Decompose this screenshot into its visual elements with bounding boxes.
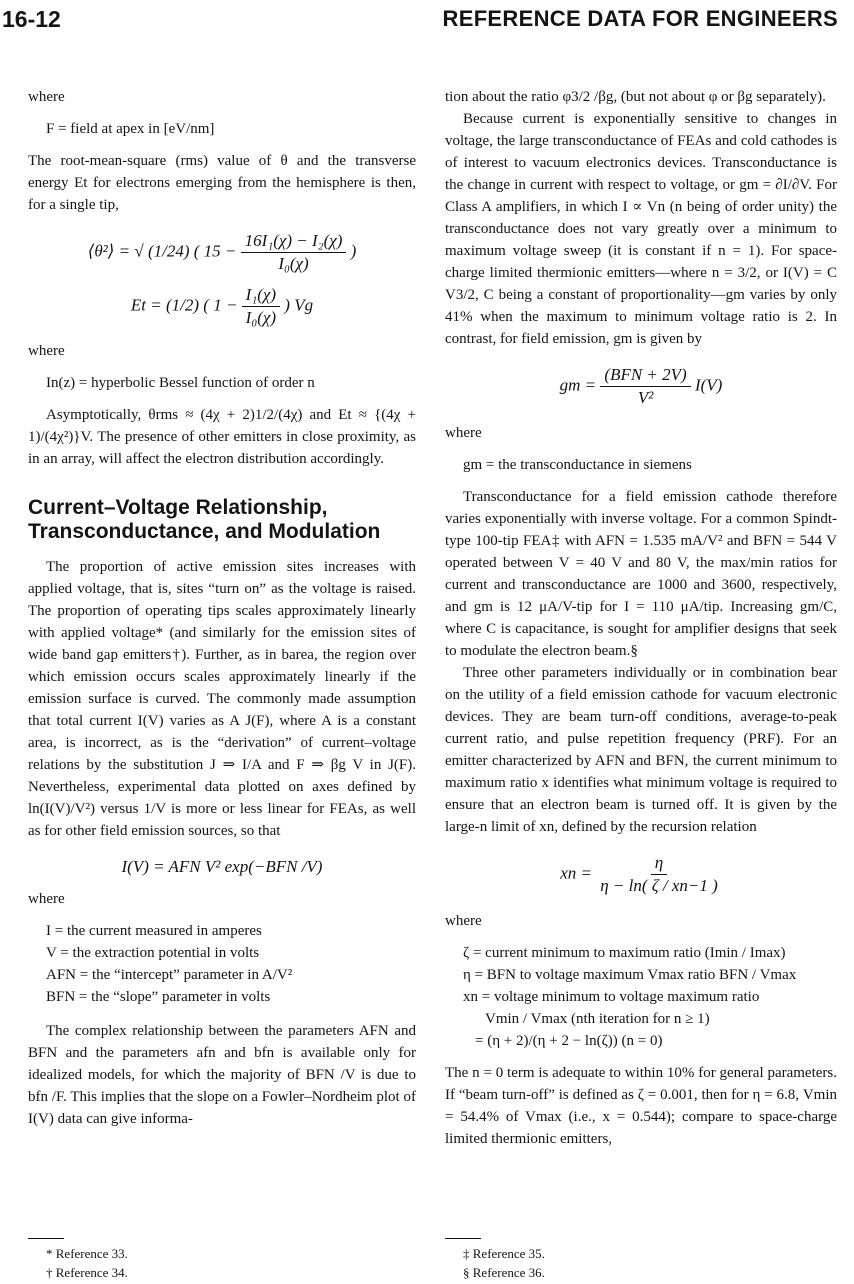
where-label: where xyxy=(445,425,482,441)
equation-Et-fraction xyxy=(242,284,280,329)
equation-theta-denominator: I₀(χ) xyxy=(278,254,309,273)
section-heading: Current–Voltage Relationship, Transconductance, and Modulation xyxy=(28,496,381,543)
equation-xn-denominator: η − ln( ζ / xn−1 ) xyxy=(600,876,718,895)
right-column xyxy=(445,86,837,1150)
definition-item: AFN = the “intercept” parameter in A/V² xyxy=(46,967,293,983)
equation-gm-denominator: V² xyxy=(637,388,654,407)
equation-gm-tail: I(V) xyxy=(694,375,723,395)
equation-Et-lhs: Et = (1/2) ( 1 − xyxy=(130,295,238,315)
definition-item: ζ = current minimum to maximum ratio (Imin / Imax) xyxy=(463,945,786,961)
equation-xn-numerator: η xyxy=(651,852,667,875)
equation-Et-tail: ) Vg xyxy=(284,295,314,315)
definition-item: I = the current measured in amperes xyxy=(46,923,262,939)
footnote: § Reference 36. xyxy=(463,1265,545,1280)
footnote: * Reference 33. xyxy=(46,1246,128,1261)
equation-gm xyxy=(445,364,837,414)
footnote-rule xyxy=(28,1238,64,1239)
equation-theta-pre: √ (1/24) ( 15 − xyxy=(134,241,237,261)
equation-theta-numerator: 16I₁(χ) − I₂(χ) xyxy=(241,230,347,253)
left-column xyxy=(28,86,416,1130)
where-label: where xyxy=(28,891,65,907)
definition-gm: gm = the transconductance in siemens xyxy=(463,457,692,473)
running-head: REFERENCE DATA FOR ENGINEERS xyxy=(442,6,838,31)
paragraph-complex: The complex relationship between the parameters AFN and BFN and the parameters afn and bfn is available only for idealized models, for which the majority of BFN /V is due to bfn /F. This implies that the slope on a Fowler–Nordheim plot of I(V) data can give informa- xyxy=(28,1023,416,1127)
paragraph-asymptotic: Asymptotically, θrms ≈ (4χ + 2)1/2/(4χ) and Et ≈ {(4χ + 1)/(4χ²)}V. The presence of other emitters in close proximity, as in an array, will affect the electron distribution accordingly. xyxy=(28,407,416,467)
definition-item: BFN = the “slope” parameter in volts xyxy=(46,989,271,1005)
paragraph-spindt: Transconductance for a field emission cathode therefore varies exponentially with inverse voltage. For a common Spindt-type 100-tip FEA‡ with AFN = 1.535 mA/V² and BFN = 544 V operated between V = 40 V and 80 V, the max/min ratios for current and transconductance are 1000 and 3600, respectively, and gm is 12 μA/V-tip for I = 110 μA/tip. Increasing gm/C, where C is capacitance, is sought for amplifier designs that seek to modulate the electron beam.§ xyxy=(445,489,837,659)
equation-xn-lhs: xn = xyxy=(560,863,592,883)
equation-xn-fraction xyxy=(596,852,722,897)
paragraph-transconductance: Because current is exponentially sensitive to changes in voltage, the large transconductance of FEAs and cold cathodes is of interest to vacuum electronics devices. Transconductance is the change in current with respect to voltage, or gm = ∂I/∂V. For Class A amplifiers, in which I ∝ Vn (n being of order unity) the transconductance does not vary greatly over a minimum to maximum voltage sweep (it is constant if n = 1). For space-charge limited thermionic emitters—where n = 3/2, or I(V) = C V3/2, C being a constant of proportionality—gm varies by only 41% when the maximum to minimum voltage ratio is 2. In contrast, for field emission, gm is given by xyxy=(445,111,837,347)
equation-gm-numerator: (BFN + 2V) xyxy=(600,364,690,387)
footnotes-left xyxy=(46,1244,128,1282)
equation-gm-fraction xyxy=(600,364,690,409)
paragraph-continued: tion about the ratio φ3/2 /βg, (but not about φ or βg separately). xyxy=(445,89,826,105)
definition-In: In(z) = hyperbolic Bessel function of order n xyxy=(46,375,315,391)
where-label: where xyxy=(28,343,65,359)
equation-xn xyxy=(445,852,837,902)
definition-item: V = the extraction potential in volts xyxy=(46,945,260,961)
footnote-rule xyxy=(445,1238,481,1239)
footnotes-right xyxy=(463,1244,545,1282)
where-label: where xyxy=(28,89,65,105)
where-label: where xyxy=(445,913,482,929)
page-header xyxy=(0,4,854,44)
definition-item: Vmin / Vmax (nth iteration for n ≥ 1) xyxy=(485,1011,710,1027)
paragraph-rms: The root-mean-square (rms) value of θ and the transverse energy Et for electrons emerging from the hemisphere is then, for a single tip, xyxy=(28,153,416,213)
page-number: 16-12 xyxy=(2,6,61,32)
definition-F: F = field at apex in [eV/nm] xyxy=(46,121,215,137)
equation-theta: ⟨θ²⟩ = √ (1/24) ( 15 − $\frac{\text{16I₁(χ) − I₂(χ)}}{\text{I₀(χ)}}$ ) xyxy=(87,231,357,273)
definitions-IV xyxy=(28,920,416,1008)
footnote: † Reference 34. xyxy=(46,1265,128,1280)
definitions-xn xyxy=(445,942,837,1052)
equation-gm-lhs: gm = xyxy=(559,375,597,395)
equation-theta-lhs: ⟨θ²⟩ = xyxy=(87,241,131,261)
definition-item: xn = voltage minimum to voltage maximum ratio xyxy=(463,989,760,1005)
paragraph-three-parameters: Three other parameters individually or in combination bear on the utility of a field emission cathode for vacuum electronic devices. They are beam turn-off conditions, average-to-peak current ratio, and pulse repetition frequency (PRF). For an emitter characterized by AFN and BFN, the current minimum to maximum ratio x identifies what minimum voltage is required to ensure that an electron beam is turned off. It is given by the large-n limit of xn, defined by the recursion relation xyxy=(445,665,837,835)
definition-item: = (η + 2)/(η + 2 − ln(ζ)) (n = 0) xyxy=(475,1033,663,1049)
equation-theta-fraction xyxy=(241,230,347,275)
paragraph-n0-term: The n = 0 term is adequate to within 10% for general parameters. If “beam turn-off” is defined as ζ = 0.001, then for η = 6.8, Vmin = 54.4% of Vmax (i.e., x = 0.544); compare to space-charge limited thermionic emitters, xyxy=(445,1065,837,1147)
definition-item: η = BFN to voltage maximum Vmax ratio BFN / Vmax xyxy=(463,967,797,983)
equation-Et xyxy=(28,284,416,332)
equation-Et-numerator: I₁(χ) xyxy=(242,284,280,307)
equation-Et-denominator: I₀(χ) xyxy=(245,308,277,327)
footnote: ‡ Reference 35. xyxy=(463,1246,545,1261)
paragraph-proportion: The proportion of active emission sites increases with applied voltage, that is, sites “turn on” as the voltage is raised. The proportion of operating tips scales approximately linearly with applied voltage* (and similarly for the emission sites of wide band gap emitters†). Further, as in barea, the region over which emission occurs scales approximately linearly if the emission surface is curved. The commonly made assumption that total current I(V) varies as A J(F), where A is a constant area, is incorrect, as is the “derivation” of current–voltage relations by the substitution J ⇒ I/A and F ⇒ βg V in J(F). Nevertheless, experimental data plotted on axes defined by ln(I(V)/V²) versus 1/V is more or less linear for FEAs, as well as for other field emission sources, so that xyxy=(28,559,416,839)
equation-IV: I(V) = AFN V² exp(−BFN /V) xyxy=(121,857,323,876)
